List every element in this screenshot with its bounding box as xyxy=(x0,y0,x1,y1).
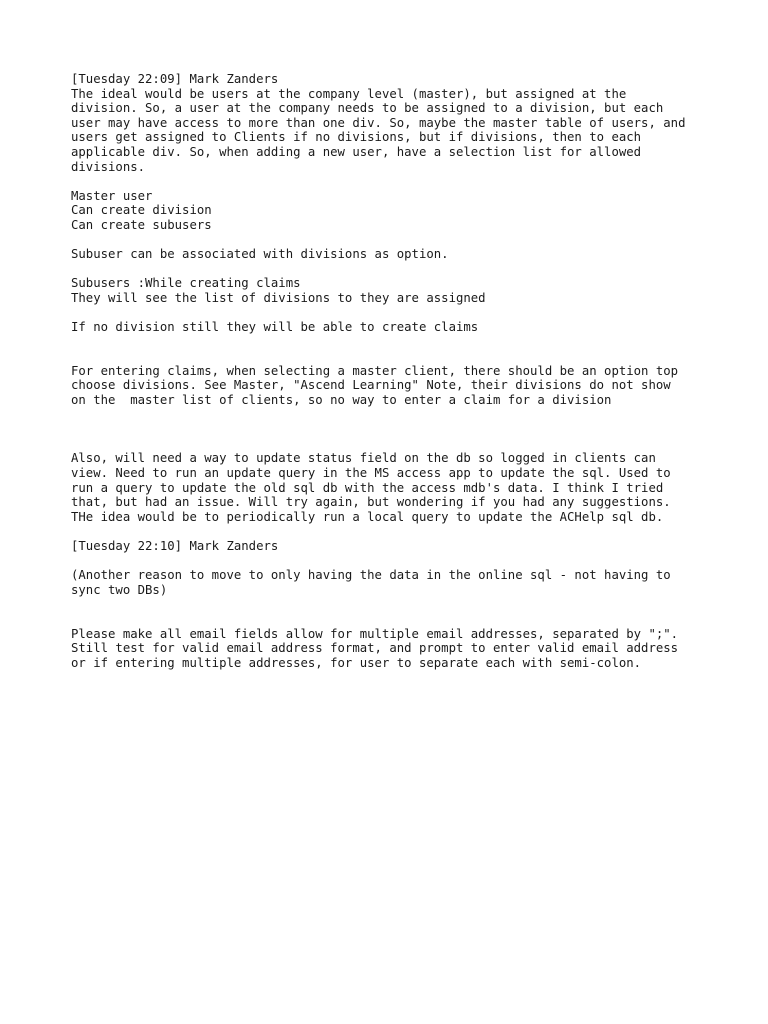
text-line: run a query to update the old sql db with the access mdb's data. I think I tried xyxy=(71,480,664,495)
text-line: Can create subusers xyxy=(71,217,212,232)
text-line: (Another reason to move to only having the data in the online sql - not having to xyxy=(71,568,671,583)
paragraph-another-reason xyxy=(71,568,711,597)
text-line: Master user xyxy=(71,188,153,203)
text-line: that, but had an issue. Will try again, but wondering if you had any suggestions. xyxy=(71,495,671,510)
paragraph-master-user xyxy=(71,189,711,233)
text-line: on the master list of clients, so no way to enter a claim for a division xyxy=(71,393,612,408)
text-line: Still test for valid email address format, and prompt to enter valid email address xyxy=(71,641,679,656)
text-line: Also, will need a way to update status field on the db so logged in clients can xyxy=(71,451,656,466)
paragraph-entering-claims xyxy=(71,364,711,408)
paragraph-no-division: If no division still they will be able to create claims xyxy=(71,320,479,335)
text-line: user may have access to more than one div. So, maybe the master table of users, and xyxy=(71,115,686,130)
message-header: [Tuesday 22:10] Mark Zanders xyxy=(71,539,279,554)
text-line: view. Need to run an update query in the MS access app to update the sql. Used to xyxy=(71,466,671,481)
text-line: users get assigned to Clients if no divisions, but if divisions, then to each xyxy=(71,130,642,145)
text-line: division. So, a user at the company needs to be assigned to a division, but each xyxy=(71,101,664,116)
text-line: divisions. xyxy=(71,159,146,174)
text-line: THe idea would be to periodically run a local query to update the ACHelp sql db. xyxy=(71,509,664,524)
text-line: Can create division xyxy=(71,203,212,218)
paragraph-email-fields xyxy=(71,627,711,671)
text-line: or if entering multiple addresses, for user to separate each with semi-colon. xyxy=(71,655,642,670)
text-line: applicable div. So, when adding a new user, have a selection list for allowed xyxy=(71,144,642,159)
text-line: Subusers :While creating claims xyxy=(71,276,301,291)
document-page xyxy=(71,72,711,670)
text-line: They will see the list of divisions to they are assigned xyxy=(71,290,486,305)
message-header: [Tuesday 22:09] Mark Zanders xyxy=(71,72,279,86)
text-line: choose divisions. See Master, "Ascend Learning" Note, their divisions do not show xyxy=(71,378,671,393)
paragraph-subusers-claims xyxy=(71,276,711,305)
text-line: For entering claims, when selecting a master client, there should be an option top xyxy=(71,363,679,378)
paragraph-status-field xyxy=(71,451,711,524)
paragraph-user-assignment xyxy=(71,87,711,175)
text-line: Please make all email fields allow for multiple email addresses, separated by ";". xyxy=(71,626,679,641)
paragraph-subuser: Subuser can be associated with divisions as option. xyxy=(71,247,449,262)
text-line: sync two DBs) xyxy=(71,582,168,597)
text-line: The ideal would be users at the company level (master), but assigned at the xyxy=(71,86,627,101)
